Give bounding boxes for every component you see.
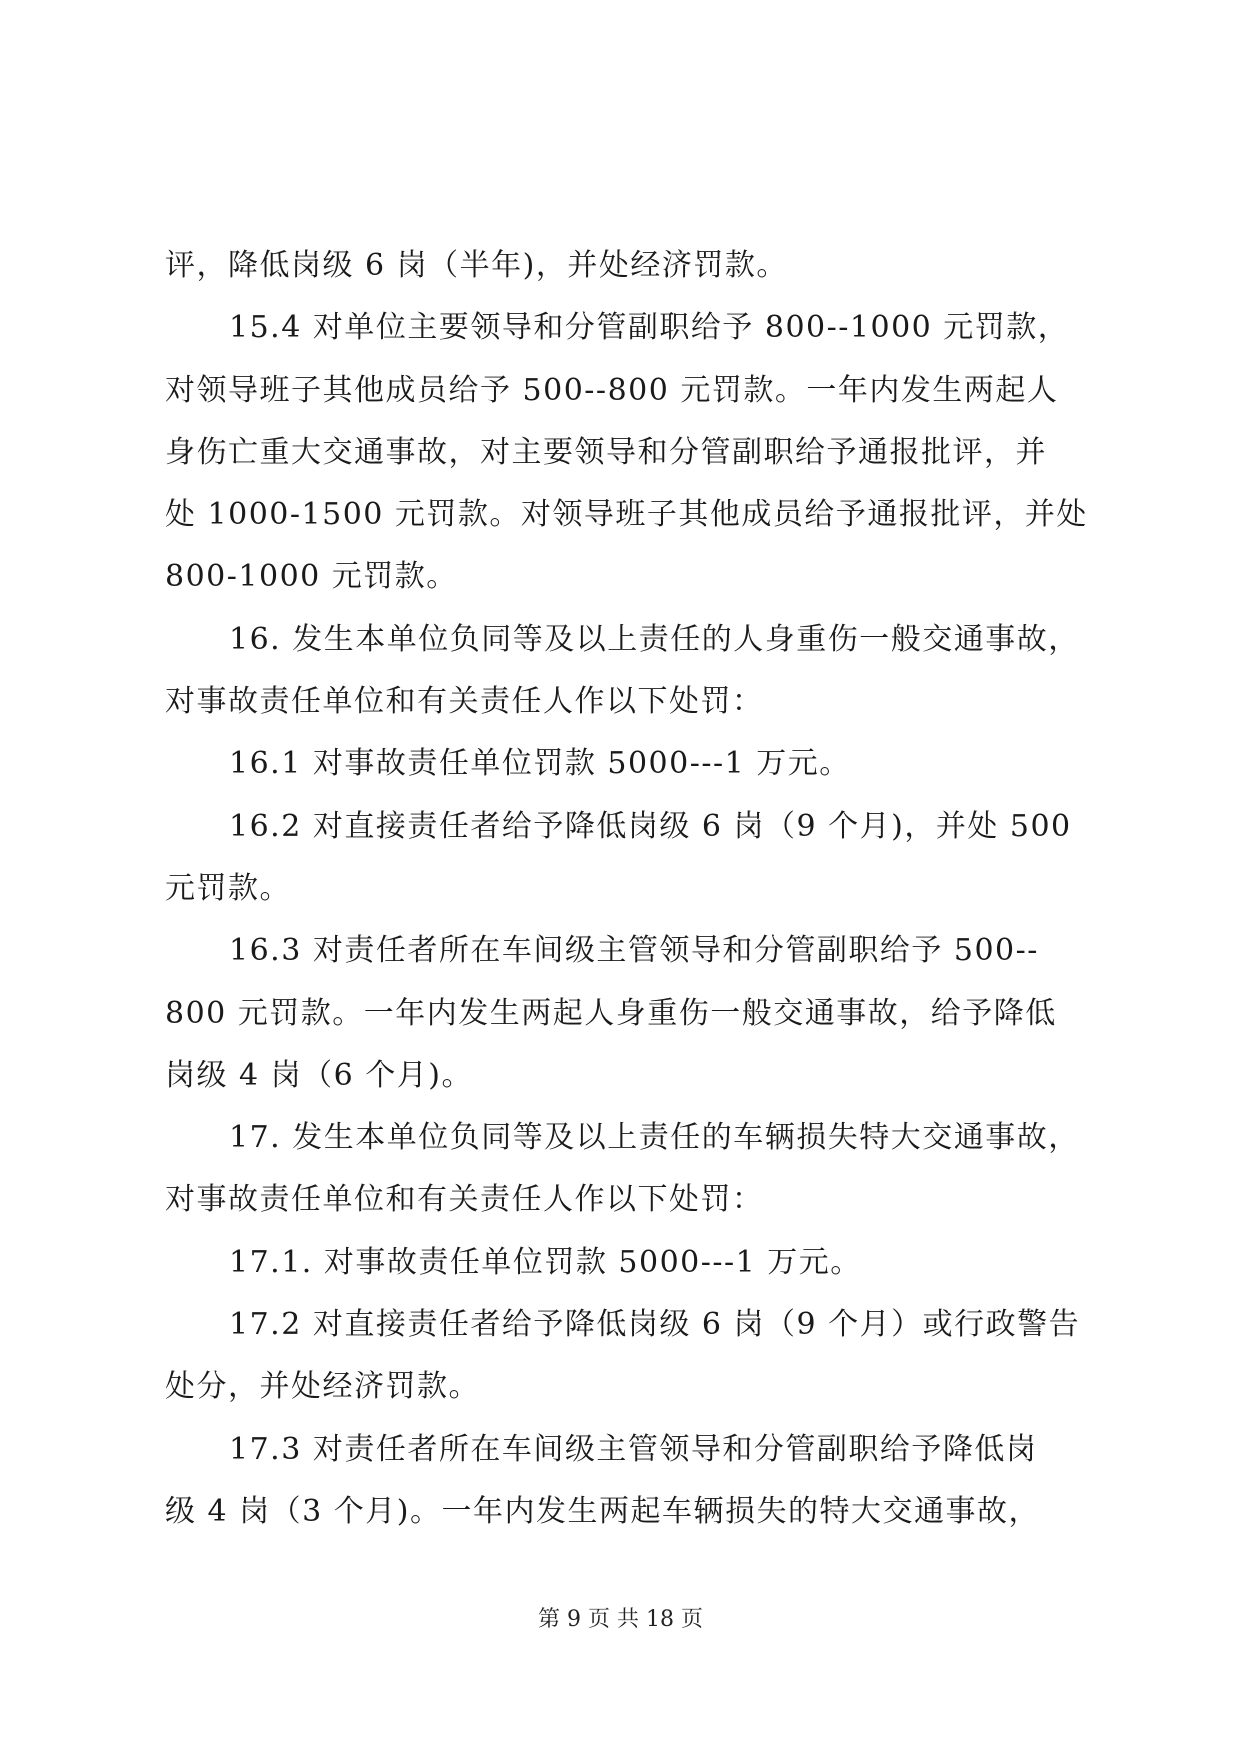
paragraph-start-line: 16. 发生本单位负同等及以上责任的人身重伤一般交通事故， <box>229 621 1080 657</box>
text-line: 对事故责任单位和有关责任人作以下处罚： <box>165 684 764 720</box>
text-line: 元罚款。 <box>165 870 291 906</box>
document-body <box>165 235 1088 1543</box>
text-line: 800 元罚款。一年内发生两起人身重伤一般交通事故，给予降低 <box>165 995 1057 1031</box>
text-line: 处 1000-1500 元罚款。对领导班子其他成员给予通报批评，并处 <box>165 497 1088 533</box>
text-line: 对事故责任单位和有关责任人作以下处罚： <box>165 1182 764 1218</box>
paragraph-start-line: 16.2 对直接责任者给予降低岗级 6 岗（9 个月)，并处 500 <box>229 808 1072 844</box>
text-line: 对领导班子其他成员给予 500--800 元罚款。一年内发生两起人 <box>165 372 1059 408</box>
text-line: 级 4 岗（3 个月)。一年内发生两起车辆损失的特大交通事故， <box>165 1493 1040 1529</box>
page-number-footer: 第 9 页 共 18 页 <box>538 1607 703 1632</box>
text-line: 身伤亡重大交通事故，对主要领导和分管副职给予通报批评，并 <box>165 434 1047 470</box>
paragraph-start-line: 17.1. 对事故责任单位罚款 5000---1 万元。 <box>229 1244 862 1280</box>
paragraph-start-line: 17.3 对责任者所在车间级主管领导和分管副职给予降低岗 <box>229 1431 1038 1467</box>
paragraph-start-line: 16.1 对事故责任单位罚款 5000---1 万元。 <box>229 746 851 782</box>
text-line: 评，降低岗级 6 岗（半年)，并处经济罚款。 <box>165 248 788 283</box>
paragraph-start-line: 15.4 对单位主要领导和分管副职给予 800--1000 元罚款， <box>229 310 1070 346</box>
paragraph-start-line: 16.3 对责任者所在车间级主管领导和分管副职给予 500-- <box>229 933 1039 969</box>
text-line: 岗级 4 岗（6 个月)。 <box>165 1057 473 1093</box>
text-line: 处分，并处经济罚款。 <box>165 1369 480 1405</box>
text-line: 800-1000 元罚款。 <box>165 559 458 595</box>
paragraph-start-line: 17. 发生本单位负同等及以上责任的车辆损失特大交通事故， <box>229 1120 1080 1156</box>
paragraph-start-line: 17.2 对直接责任者给予降低岗级 6 岗（9 个月）或行政警告 <box>229 1307 1081 1343</box>
